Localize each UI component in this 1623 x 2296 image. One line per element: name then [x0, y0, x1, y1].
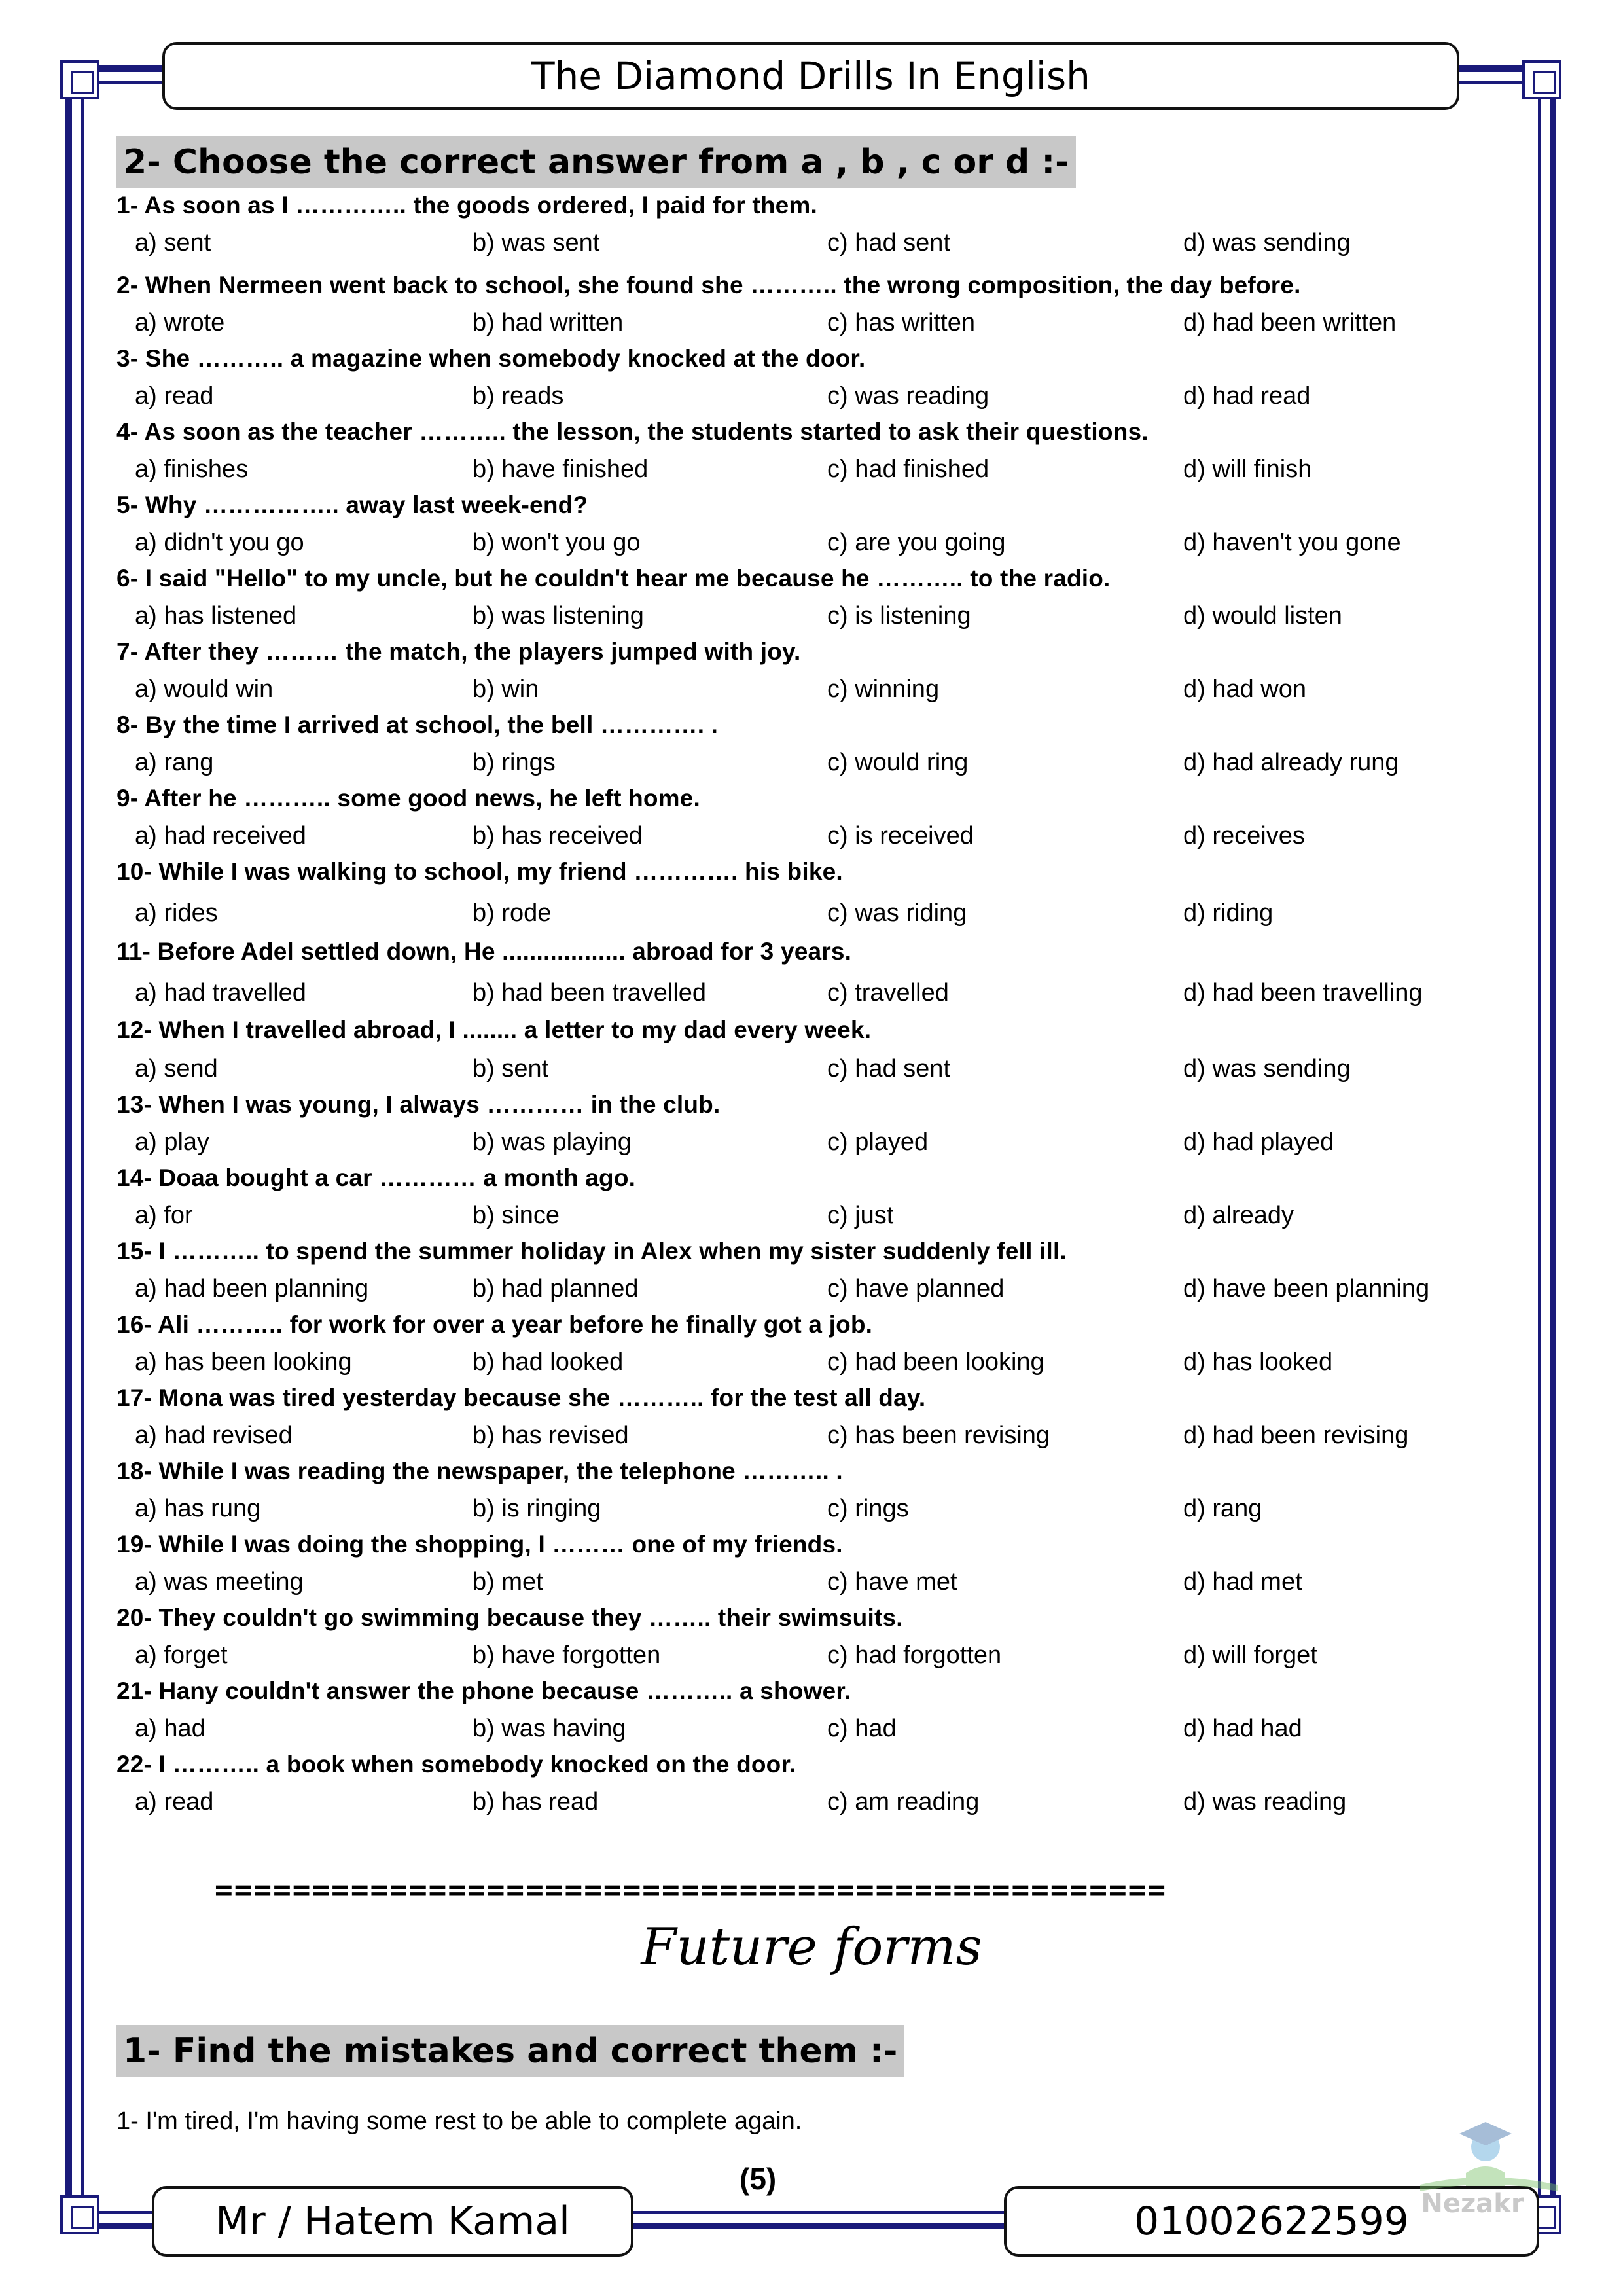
option-d[interactable]: d) riding [1183, 899, 1274, 927]
option-d[interactable]: d) had met [1183, 1568, 1302, 1596]
option-c[interactable]: c) would ring [827, 749, 969, 776]
option-d[interactable]: d) receives [1183, 822, 1305, 850]
answer-options-row [0, 226, 1623, 259]
option-d[interactable]: d) will finish [1183, 456, 1312, 483]
option-b[interactable]: b) has read [473, 1788, 599, 1816]
question-text: 6- I said "Hello" to my uncle, but he couldn't hear me because he ……….. to the radio. [116, 565, 1111, 592]
option-a[interactable]: a) has rung [135, 1495, 261, 1522]
option-a[interactable]: a) has been looking [135, 1348, 352, 1376]
option-b[interactable]: b) have finished [473, 456, 649, 483]
option-b[interactable]: b) had been travelled [473, 979, 707, 1007]
corner-ornament-top-left [60, 60, 99, 99]
option-b[interactable]: b) had planned [473, 1275, 639, 1302]
option-c[interactable]: c) are you going [827, 529, 1006, 556]
option-a[interactable]: a) had travelled [135, 979, 306, 1007]
option-c[interactable]: c) is received [827, 822, 974, 850]
answer-options-row [0, 306, 1623, 339]
option-c[interactable]: c) just [827, 1202, 894, 1229]
option-c[interactable]: c) winning [827, 675, 940, 703]
option-d[interactable]: d) had already rung [1183, 749, 1399, 776]
question-text: 17- Mona was tired yesterday because she ……….. for the test all day. [116, 1384, 926, 1411]
answer-options-row [0, 453, 1623, 486]
option-c[interactable]: c) had forgotten [827, 1641, 1002, 1669]
option-c[interactable]: c) rings [827, 1495, 909, 1522]
answer-options-row [0, 1492, 1623, 1525]
option-a[interactable]: a) send [135, 1055, 218, 1083]
option-a[interactable]: a) didn't you go [135, 529, 304, 556]
option-d[interactable]: d) had been written [1183, 309, 1397, 336]
option-a[interactable]: a) finishes [135, 456, 249, 483]
option-d[interactable]: d) would listen [1183, 602, 1342, 630]
option-c[interactable]: c) was reading [827, 382, 990, 410]
answer-options-row [0, 673, 1623, 706]
option-b[interactable]: b) has revised [473, 1422, 629, 1449]
corner-ornament-bottom-left [60, 2195, 99, 2234]
question-text: 1- As soon as I ………….. the goods ordered, I paid for them. [116, 192, 818, 219]
teacher-name: Mr / Hatem Kamal [215, 2198, 570, 2244]
option-a[interactable]: a) wrote [135, 309, 225, 336]
phone-number: 01002622599 [1134, 2198, 1409, 2244]
option-c[interactable]: c) played [827, 1128, 929, 1156]
option-b[interactable]: b) sent [473, 1055, 549, 1083]
option-c[interactable]: c) had sent [827, 229, 950, 257]
option-c[interactable]: c) have planned [827, 1275, 1005, 1302]
answer-options-row [0, 1639, 1623, 1672]
option-b[interactable]: b) reads [473, 382, 564, 410]
option-a[interactable]: a) had received [135, 822, 306, 850]
answer-options-row [0, 1346, 1623, 1378]
option-b[interactable]: b) was listening [473, 602, 644, 630]
option-d[interactable]: d) was sending [1183, 229, 1351, 257]
question-text: 12- When I travelled abroad, I ........ a letter to my dad every week. [116, 1016, 872, 1043]
option-d[interactable]: d) had won [1183, 675, 1307, 703]
question-text: 11- Before Adel settled down, He .................. abroad for 3 years. [116, 938, 852, 965]
answer-options-row [0, 1272, 1623, 1305]
option-b[interactable]: b) had written [473, 309, 624, 336]
answer-options-row [0, 1199, 1623, 1232]
question-text: 16- Ali ……….. for work for over a year before he finally got a job. [116, 1311, 873, 1338]
option-c[interactable]: c) travelled [827, 979, 949, 1007]
page-number: (5) [740, 2162, 777, 2196]
option-d[interactable]: d) will forget [1183, 1641, 1317, 1669]
option-a[interactable]: a) rides [135, 899, 218, 927]
question-text: 22- I ……….. a book when somebody knocked on the door. [116, 1751, 796, 1778]
answer-options-row [0, 600, 1623, 632]
option-c[interactable]: c) am reading [827, 1788, 980, 1816]
option-b[interactable]: b) win [473, 675, 539, 703]
section-heading-choose: 2- Choose the correct answer from a , b , c or d :- [116, 136, 1076, 188]
option-b[interactable]: b) had looked [473, 1348, 624, 1376]
option-b[interactable]: b) rings [473, 749, 556, 776]
question-text: 8- By the time I arrived at school, the bell …………. . [116, 711, 719, 738]
option-d[interactable]: d) was sending [1183, 1055, 1351, 1083]
option-a[interactable]: a) has listened [135, 602, 297, 630]
option-d[interactable]: d) already [1183, 1202, 1294, 1229]
option-c[interactable]: c) had been looking [827, 1348, 1044, 1376]
answer-options-row [0, 380, 1623, 412]
corner-ornament-top-right [1522, 60, 1561, 99]
option-d[interactable]: d) had had [1183, 1715, 1302, 1742]
option-c[interactable]: c) is listening [827, 602, 971, 630]
option-d[interactable]: d) haven't you gone [1183, 529, 1401, 556]
option-a[interactable]: a) had [135, 1715, 205, 1742]
answer-options-row [0, 1126, 1623, 1158]
question-text: 7- After they ……… the match, the players jumped with joy. [116, 638, 801, 665]
future-forms-title: Future forms [641, 1918, 982, 1977]
option-a[interactable]: a) rang [135, 749, 214, 776]
answer-options-row [0, 1052, 1623, 1085]
option-b[interactable]: b) was playing [473, 1128, 632, 1156]
option-a[interactable]: a) forget [135, 1641, 228, 1669]
question-text: 3- She ……….. a magazine when somebody knocked at the door. [116, 345, 866, 372]
option-d[interactable]: d) rang [1183, 1495, 1262, 1522]
question-text: 10- While I was walking to school, my friend …………. his bike. [116, 858, 843, 885]
option-b[interactable]: b) rode [473, 899, 552, 927]
option-d[interactable]: d) had played [1183, 1128, 1334, 1156]
option-a[interactable]: a) sent [135, 229, 211, 257]
answer-options-row [0, 1785, 1623, 1818]
header-title-box [162, 42, 1459, 110]
question-text: 2- When Nermeen went back to school, she found she ……….. the wrong composition, the day before. [116, 272, 1301, 298]
option-d[interactable]: d) had read [1183, 382, 1311, 410]
answer-options-row [0, 1419, 1623, 1452]
question-text: 21- Hany couldn't answer the phone because ……….. a shower. [116, 1677, 851, 1704]
section-heading-mistakes: 1- Find the mistakes and correct them :- [116, 2025, 904, 2077]
option-a[interactable]: a) would win [135, 675, 274, 703]
option-a[interactable]: a) for [135, 1202, 193, 1229]
option-a[interactable]: a) play [135, 1128, 210, 1156]
option-c[interactable]: c) had sent [827, 1055, 950, 1083]
option-b[interactable]: b) have forgotten [473, 1641, 661, 1669]
question-text: 20- They couldn't go swimming because they …….. their swimsuits. [116, 1604, 903, 1631]
option-b[interactable]: b) since [473, 1202, 560, 1229]
option-b[interactable]: b) was sent [473, 229, 600, 257]
answer-options-row [0, 1712, 1623, 1745]
option-c[interactable]: c) was riding [827, 899, 967, 927]
question-text: 14- Doaa bought a car ………… a month ago. [116, 1164, 636, 1191]
answer-options-row [0, 526, 1623, 559]
question-text: 18- While I was reading the newspaper, the telephone ……….. . [116, 1458, 843, 1484]
logo-icon [1394, 2108, 1577, 2219]
option-d[interactable]: d) had been revising [1183, 1422, 1409, 1449]
question-text: 4- As soon as the teacher ……….. the lesson, the students started to ask their questions. [116, 418, 1149, 445]
option-c[interactable]: c) has been revising [827, 1422, 1050, 1449]
answer-options-row [0, 1566, 1623, 1598]
option-b[interactable]: b) won't you go [473, 529, 641, 556]
option-c[interactable]: c) had [827, 1715, 897, 1742]
option-a[interactable]: a) was meeting [135, 1568, 304, 1596]
answer-options-row [0, 819, 1623, 852]
option-c[interactable]: c) have met [827, 1568, 957, 1596]
option-d[interactable]: d) have been planning [1183, 1275, 1430, 1302]
option-a[interactable]: a) read [135, 382, 214, 410]
option-d[interactable]: d) was reading [1183, 1788, 1347, 1816]
option-b[interactable]: b) is ringing [473, 1495, 601, 1522]
option-d[interactable]: d) had been travelling [1183, 979, 1423, 1007]
answer-options-row [0, 897, 1623, 929]
question-text: 9- After he ……….. some good news, he left home. [116, 785, 701, 812]
option-b[interactable]: b) met [473, 1568, 543, 1596]
question-text: 15- I ……….. to spend the summer holiday in Alex when my sister suddenly fell ill. [116, 1238, 1067, 1265]
question-text: 13- When I was young, I always ………… in the club. [116, 1091, 721, 1118]
mistake-item: 1- I'm tired, I'm having some rest to be able to complete again. [116, 2108, 802, 2135]
question-text: 5- Why …………….. away last week-end? [116, 492, 588, 518]
option-d[interactable]: d) has looked [1183, 1348, 1333, 1376]
answer-options-row [0, 977, 1623, 1009]
option-b[interactable]: b) has received [473, 822, 643, 850]
option-a[interactable]: a) had been planning [135, 1275, 369, 1302]
teacher-name-box [152, 2186, 633, 2257]
option-a[interactable]: a) had revised [135, 1422, 293, 1449]
option-c[interactable]: c) has written [827, 309, 975, 336]
answer-options-row [0, 746, 1623, 779]
option-b[interactable]: b) was having [473, 1715, 626, 1742]
option-c[interactable]: c) had finished [827, 456, 990, 483]
option-a[interactable]: a) read [135, 1788, 214, 1816]
separator-line: ================================================= [215, 1872, 1168, 1907]
question-text: 19- While I was doing the shopping, I ……… one of my friends. [116, 1531, 843, 1558]
header-title: The Diamond Drills In English [531, 54, 1090, 98]
logo-text: Nezakr [1421, 2189, 1524, 2219]
